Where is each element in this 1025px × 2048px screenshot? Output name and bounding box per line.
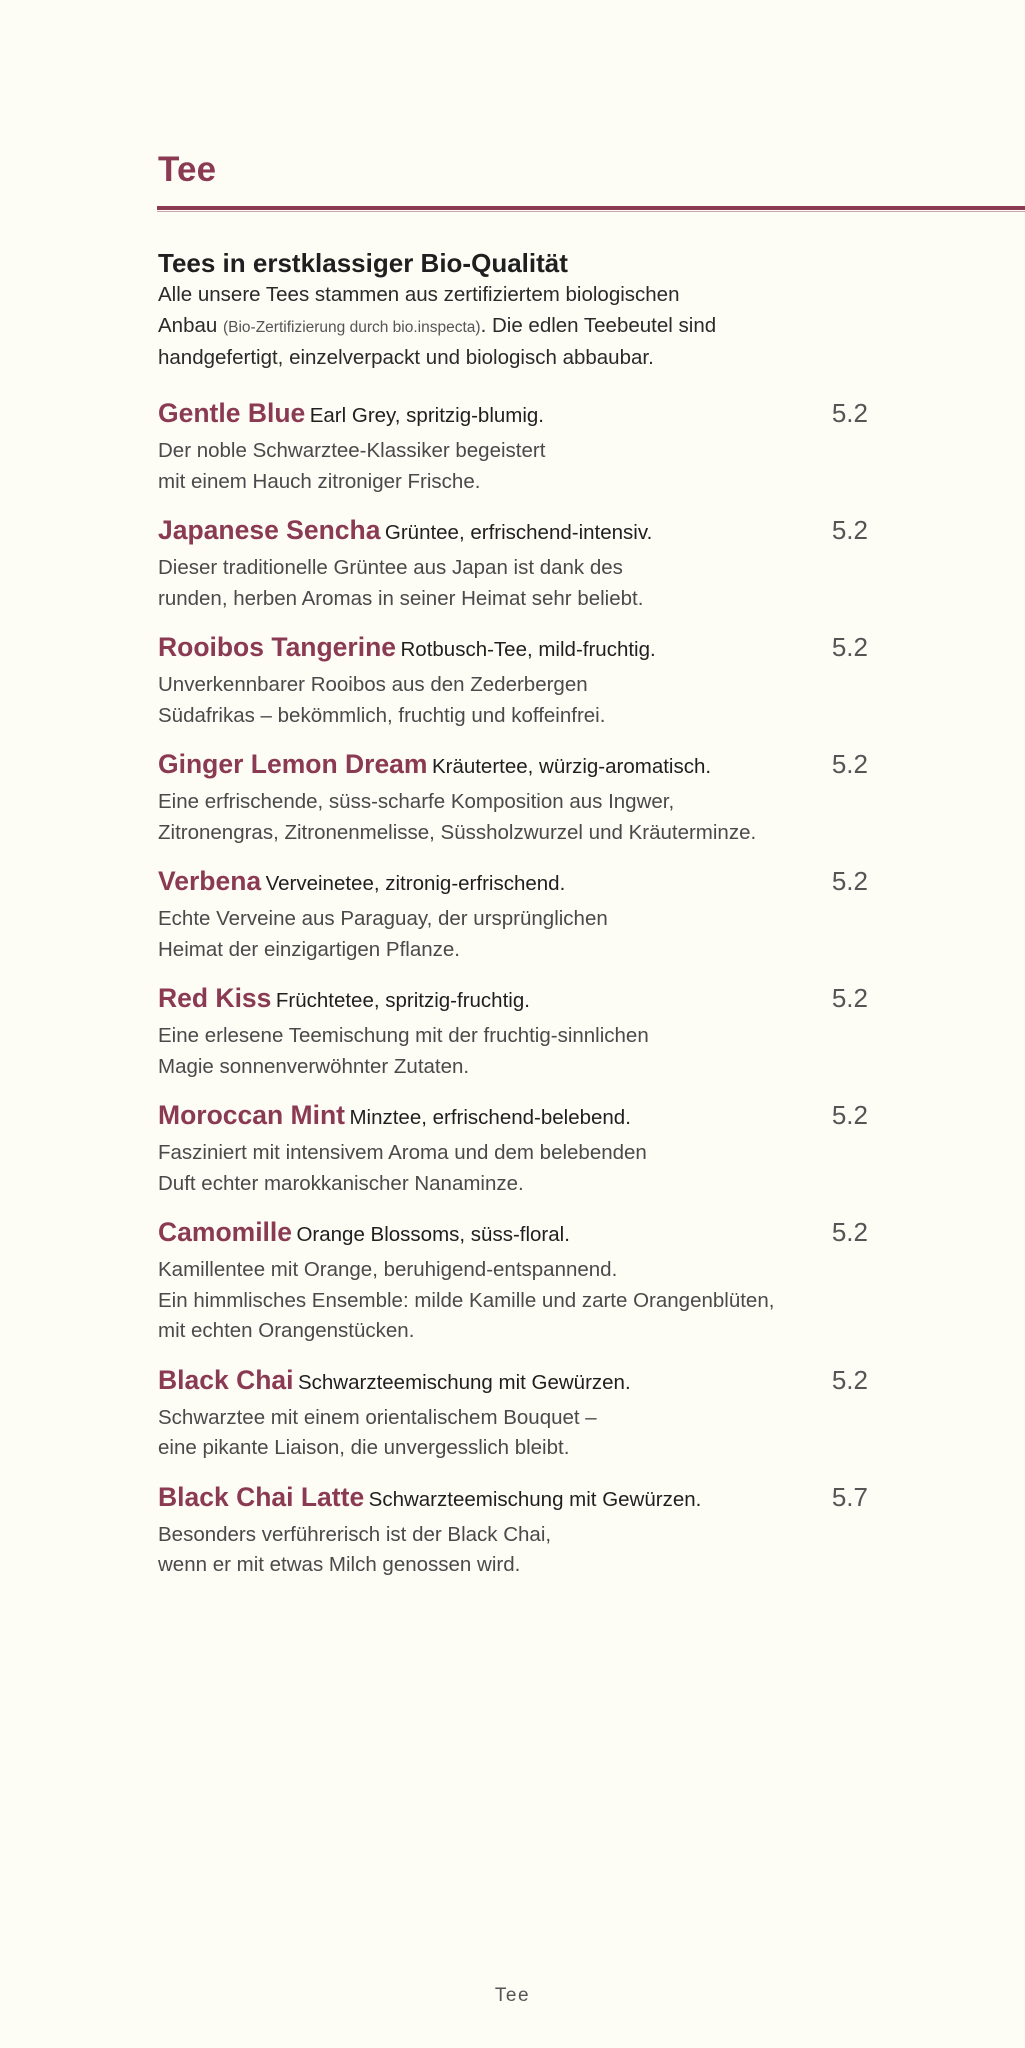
- menu-item-subtitle: Minztee, erfrischend-belebend.: [349, 1106, 631, 1129]
- menu-item: [158, 1479, 868, 1581]
- menu-item-price: 5.2: [831, 866, 868, 896]
- menu-item: [158, 746, 868, 848]
- menu-item: [158, 863, 868, 965]
- menu-item-description-line: Zitronengras, Zitronenmelisse, Süssholzwurzel und Kräuterminze.: [158, 820, 757, 844]
- menu-item-description-line: Heimat der einzigartigen Pflanze.: [158, 937, 460, 961]
- menu-item-description-line: Der noble Schwarztee-Klassiker begeistert: [158, 439, 546, 462]
- menu-item-description-line: Schwarztee mit einem orientalischem Bouquet –: [158, 1405, 597, 1429]
- menu-item-price: 5.2: [831, 983, 868, 1013]
- menu-item-subtitle: Grüntee, erfrischend-intensiv.: [384, 521, 653, 544]
- intro-line-1: Alle unsere Tees stammen aus zertifiziertem biologischen: [158, 283, 680, 306]
- menu-item-description-line: Eine erlesene Teemischung mit der fruchtig-sinnlichen: [158, 1024, 649, 1047]
- menu-item-name: Black Chai Latte: [158, 1481, 365, 1512]
- menu-item-heading: [158, 395, 868, 436]
- menu-item-heading: [158, 863, 868, 904]
- menu-item-heading: [158, 629, 868, 670]
- menu-item-name: Red Kiss: [158, 983, 272, 1013]
- menu-item: [158, 512, 868, 614]
- menu-item-price: 5.7: [831, 1481, 868, 1512]
- menu-item-description-line: mit echten Orangenstücken.: [158, 1319, 415, 1342]
- menu-item-heading: [158, 746, 868, 787]
- menu-item: [158, 1362, 868, 1464]
- menu-item-subtitle: Kräutertee, würzig-aromatisch.: [431, 755, 712, 778]
- menu-item-heading: [158, 980, 868, 1021]
- menu-item-description-line: Eine erfrischende, süss-scharfe Komposition aus Ingwer,: [158, 790, 675, 813]
- menu-item-description-line: Magie sonnenverwöhnter Zutaten.: [158, 1054, 470, 1078]
- page-footer: Tee: [494, 1985, 531, 2006]
- intro-line-2-end: . Die edlen Teebeutel sind: [480, 313, 717, 337]
- menu-item-subtitle: Verveinetee, zitronig-erfrischend.: [265, 872, 566, 895]
- menu-item: [158, 395, 868, 497]
- menu-item: [158, 1214, 868, 1347]
- menu-item-description-line: Ein himmlisches Ensemble: milde Kamille und zarte Orangenblüten,: [158, 1288, 775, 1312]
- intro-section: [158, 246, 858, 374]
- title-divider: [157, 206, 1025, 210]
- menu-item-price: 5.2: [831, 1100, 868, 1130]
- menu-item: [158, 1097, 868, 1199]
- menu-item: [158, 629, 868, 731]
- menu-item-description-line: Kamillentee mit Orange, beruhigend-entspannend.: [158, 1258, 618, 1281]
- intro-text: [158, 280, 858, 374]
- title-divider-thin: [157, 211, 1025, 212]
- menu-item-price: 5.2: [831, 749, 868, 779]
- menu-item-name: Moroccan Mint: [158, 1100, 345, 1130]
- menu-item-price: 5.2: [831, 515, 868, 545]
- menu-item-description-line: runden, herben Aromas in seiner Heimat sehr beliebt.: [158, 586, 644, 610]
- menu-item-description-line: Echte Verveine aus Paraguay, der ursprünglichen: [158, 907, 608, 930]
- menu-item-heading: [158, 1214, 868, 1255]
- menu-item-name: Ginger Lemon Dream: [158, 749, 428, 779]
- menu-item-heading: [158, 1097, 868, 1138]
- menu-item-subtitle: Earl Grey, spritzig-blumig.: [309, 404, 545, 427]
- menu-item-heading: [158, 1362, 868, 1403]
- menu-item-price: 5.2: [831, 1217, 868, 1247]
- intro-line-2-start: Anbau: [158, 313, 223, 337]
- menu-item-description-line: mit einem Hauch zitroniger Frische.: [158, 469, 481, 493]
- menu-item-description-line: Unverkennbarer Rooibos aus den Zederbergen: [158, 673, 588, 696]
- menu-item-name: Camomille: [158, 1217, 293, 1247]
- intro-line-3: handgefertigt, einzelverpackt und biologisch abbaubar.: [158, 346, 654, 369]
- menu-item-subtitle: Früchtetee, spritzig-fruchtig.: [275, 989, 530, 1012]
- page-title: Tee: [158, 150, 217, 189]
- menu-item-subtitle: Schwarzteemischung mit Gewürzen.: [368, 1487, 702, 1511]
- menu-item-heading: [158, 512, 868, 553]
- menu-item-description-line: Fasziniert mit intensivem Aroma und dem belebenden: [158, 1141, 647, 1164]
- menu-item: [158, 980, 868, 1082]
- menu-item-description-line: Duft echter marokkanischer Nanaminze.: [158, 1171, 524, 1195]
- intro-heading: Tees in erstklassiger Bio-Qualität: [158, 248, 568, 278]
- menu-item-description-line: eine pikante Liaison, die unvergesslich bleibt.: [158, 1436, 570, 1459]
- menu-item-name: Gentle Blue: [158, 398, 306, 428]
- menu-item-price: 5.2: [831, 1364, 868, 1395]
- intro-certification-note: (Bio-Zertifizierung durch bio.inspecta): [222, 318, 481, 336]
- menu-item-description-line: Südafrikas – bekömmlich, fruchtig und koffeinfrei.: [158, 703, 606, 727]
- menu-item-subtitle: Schwarzteemischung mit Gewürzen.: [297, 1370, 631, 1394]
- menu-item-subtitle: Rotbusch-Tee, mild-fruchtig.: [400, 638, 656, 661]
- menu-item-name: Black Chai: [158, 1364, 294, 1395]
- tea-menu-list: [158, 395, 868, 1596]
- menu-item-name: Rooibos Tangerine: [158, 632, 397, 662]
- menu-item-subtitle: Orange Blossoms, süss-floral.: [296, 1223, 570, 1246]
- menu-item-heading: [158, 1479, 868, 1520]
- menu-item-name: Verbena: [158, 866, 262, 896]
- menu-item-name: Japanese Sencha: [158, 515, 381, 545]
- menu-item-description-line: Dieser traditionelle Grüntee aus Japan ist dank des: [158, 556, 623, 579]
- menu-item-price: 5.2: [831, 632, 868, 662]
- menu-item-description-line: wenn er mit etwas Milch genossen wird.: [158, 1553, 521, 1576]
- menu-item-price: 5.2: [831, 398, 868, 428]
- menu-item-description-line: Besonders verführerisch ist der Black Chai,: [158, 1522, 552, 1546]
